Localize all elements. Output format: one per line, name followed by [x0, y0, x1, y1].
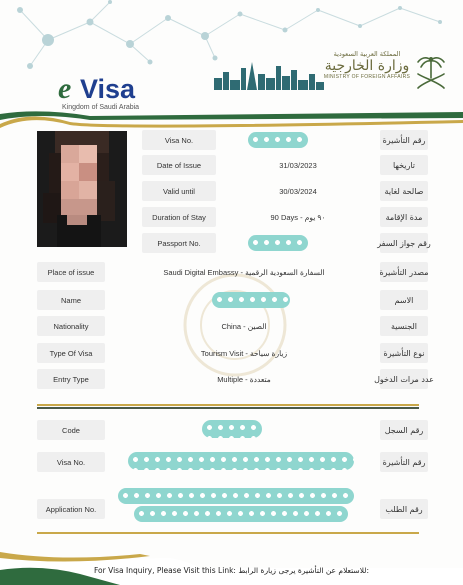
- field-value: Multiple - متعددة: [217, 374, 271, 384]
- section-divider-gold: [37, 404, 419, 406]
- logo-e: e: [58, 72, 72, 105]
- redacted-value: [134, 506, 348, 522]
- bottom-divider-gold: [37, 532, 419, 534]
- field-label-en: Date of Issue: [142, 155, 216, 175]
- field-label-en: Passport No.: [142, 233, 216, 253]
- visa-inquiry-text: [0, 566, 463, 575]
- field-label-en: Name: [37, 290, 105, 310]
- redacted-value: [118, 488, 354, 504]
- field-value: 31/03/2023: [279, 160, 317, 170]
- field-label-en: Type Of Visa: [37, 343, 105, 363]
- field-value: 30/03/2024: [279, 186, 317, 196]
- field-value: Tourism Visit - زيارة سياحة: [200, 348, 288, 358]
- city-skyline-graphic: [214, 60, 324, 90]
- ministry-title: [322, 50, 412, 98]
- field-label-en: Application No.: [37, 499, 105, 519]
- pixelated-portrait-image: [37, 131, 127, 247]
- field-label-ar: رقم الطلب: [380, 499, 428, 519]
- field-label-ar: رقم التأشيرة: [380, 130, 428, 150]
- field-label-ar: نوع التأشيرة: [380, 343, 428, 363]
- field-label-en: Place of issue: [37, 262, 105, 282]
- field-label-en: Entry Type: [37, 369, 105, 389]
- footer-swoosh-decoration: [0, 544, 463, 585]
- ministry-name-arabic: وزارة الخارجية: [324, 58, 410, 74]
- field-label-ar: مدة الإقامة: [380, 207, 428, 227]
- field-label-ar: صالحة لغاية: [380, 181, 428, 201]
- field-label-en: Nationality: [37, 316, 105, 336]
- field-label-en: Visa No.: [142, 130, 216, 150]
- field-label-en: Duration of Stay: [142, 207, 216, 227]
- field-label-en: Code: [37, 420, 105, 440]
- field-label-ar: رقم التأشيرة: [380, 452, 428, 472]
- ministry-name-english: MINISTRY OF FOREIGN AFFAIRS: [323, 74, 411, 80]
- header-swoosh-decoration: [0, 104, 463, 130]
- redacted-value: [248, 235, 308, 251]
- field-label-ar: رقم السجل: [380, 420, 428, 440]
- redacted-value: [212, 292, 290, 308]
- saudi-emblem-icon: [414, 52, 448, 92]
- logo-subtitle: Kingdom of Saudi Arabia: [62, 104, 140, 111]
- applicant-photo: [37, 131, 127, 247]
- ministry-kingdom-arabic: المملكة العربية السعودية: [333, 50, 401, 58]
- field-label-ar: عدد مرات الدخول: [380, 369, 428, 389]
- field-value: 90 Days - ٩٠ يوم: [270, 212, 326, 222]
- field-label-en: Visa No.: [37, 452, 105, 472]
- logo-visa: Visa: [80, 74, 136, 104]
- field-label-en: Valid until: [142, 181, 216, 201]
- field-label-ar: مصدر التأشيرة: [380, 262, 428, 282]
- section-divider-dark: [37, 407, 419, 409]
- footer-inquiry-label: For Visa Inquiry, Please Visit this Link: للاستعلام عن التأشيرة يرجى زيارة الرابط:: [94, 566, 369, 575]
- redacted-value: [248, 132, 308, 148]
- field-label-ar: رقم جواز السفر: [380, 233, 428, 253]
- field-value: China - الصين: [221, 321, 267, 331]
- redacted-value: [202, 420, 262, 438]
- field-label-ar: الاسم: [380, 290, 428, 310]
- field-label-ar: تاريخها: [380, 155, 428, 175]
- field-value: Saudi Digital Embassy - السفارة السعودية الرقمية: [163, 267, 325, 277]
- redacted-value: [128, 452, 354, 470]
- field-label-ar: الجنسية: [380, 316, 428, 336]
